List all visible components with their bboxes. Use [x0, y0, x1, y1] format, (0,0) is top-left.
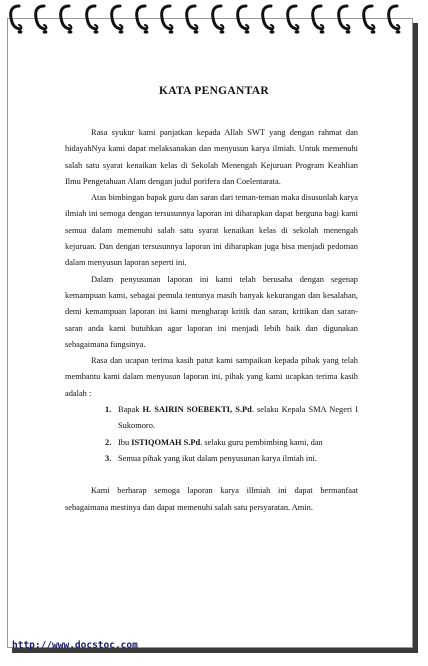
list-item	[65, 435, 358, 451]
paragraph: Rasa syukur kami panjatkan kepada Allah SWT yang dengan rahmat dan hidayahNya kami dapat melaksanakan dan menyusun karya ilmiah. Untuk memenuhi salah satu syarat kenaikan kelas di Sekolah Menengah Kejuruan Program Keahlian Ilmu Pengetahuan Alam dengan judul porifera dan Coelentarata.	[65, 128, 358, 186]
spiral-ring-icon	[260, 2, 276, 34]
page-title: KATA PENGANTAR	[159, 85, 269, 97]
paragraph: Dalam penyusunan laporan ini kami telah berusaha dengan segenap kemampuan kami, sebagai pemula tentunya masih banyak kekurangan dan kesalahan, demi kemampuan laporan ini kami mengharap kritik dan saran, kritikan dan saran-saran anda kami butuhkan agar laporan ini menjadi lebih baik dan digunakan sebagaimana fungsinya.	[65, 274, 358, 349]
paragraph: Rasa dan ucapan terima kasih patut kami sampaikan kepada pihak yang telah membantu kami dalam menyusun laporan ini, pihak yang kami ucapkan terima kasih adalah :	[65, 356, 358, 398]
footer-url-link[interactable]: http://www.docstoc.com	[12, 640, 138, 651]
spiral-ring-icon	[235, 2, 251, 34]
list-item	[65, 451, 358, 467]
thanks-list	[65, 402, 358, 467]
closing-paragraph: Kami berharap semoga laporan karya illmiah ini dapat bermanfaat sebagaimana mestinya dan dapat memenuhi salah satu persyaratan. Amin.	[65, 486, 358, 512]
spiral-ring-icon	[285, 2, 301, 34]
list-item	[65, 402, 358, 435]
spiral-ring-icon	[84, 2, 100, 34]
list-number: 2.	[105, 437, 112, 447]
spiral-ring-icon	[386, 2, 402, 34]
spiral-ring-icon	[310, 2, 326, 34]
list-suffix: . selaku Kepala SMA Negeri I Sukomoro.	[118, 405, 358, 431]
list-prefix: Ibu	[118, 437, 132, 447]
spiral-ring-icon	[8, 2, 24, 34]
spiral-ring-icon	[336, 2, 352, 34]
spiral-binding	[0, 0, 428, 40]
spiral-ring-icon	[159, 2, 175, 34]
list-name: ISTIQOMAH S.Pd	[131, 437, 201, 447]
list-number: 1.	[105, 405, 112, 415]
list-prefix: Bapak	[118, 405, 143, 415]
spiral-ring-icon	[134, 2, 150, 34]
paragraph: Atas bimbingan bapak guru dan saran dari teman-teman maka disusunlah karya ilmiah ini semoga dengan tersusunnya laporan ini diharapkan dapat berguna bagi kami semua dalam memenuhi salah satu syarat kenaikan kelas di sekolah menengah kejuruan. Dan dengan tersusunnya laporan ini diharapkan juga bisa menjadi pedoman dalam menyusun laporan seperti ini.	[65, 193, 358, 268]
list-name: H. SAIRIN SOEBEKTI, S.Pd	[142, 405, 252, 415]
spiral-ring-icon	[210, 2, 226, 34]
spiral-ring-icon	[58, 2, 74, 34]
list-suffix: . selaku guru pembimbing kami, dan	[200, 437, 323, 447]
spiral-ring-icon	[361, 2, 377, 34]
spiral-ring-icon	[184, 2, 200, 34]
spiral-ring-icon	[33, 2, 49, 34]
list-number: 3.	[105, 453, 112, 463]
spiral-ring-icon	[109, 2, 125, 34]
list-suffix: Semua pihak yang ikut dalam penyusunan karya ilmiah ini.	[118, 453, 317, 463]
document-body	[65, 125, 358, 516]
